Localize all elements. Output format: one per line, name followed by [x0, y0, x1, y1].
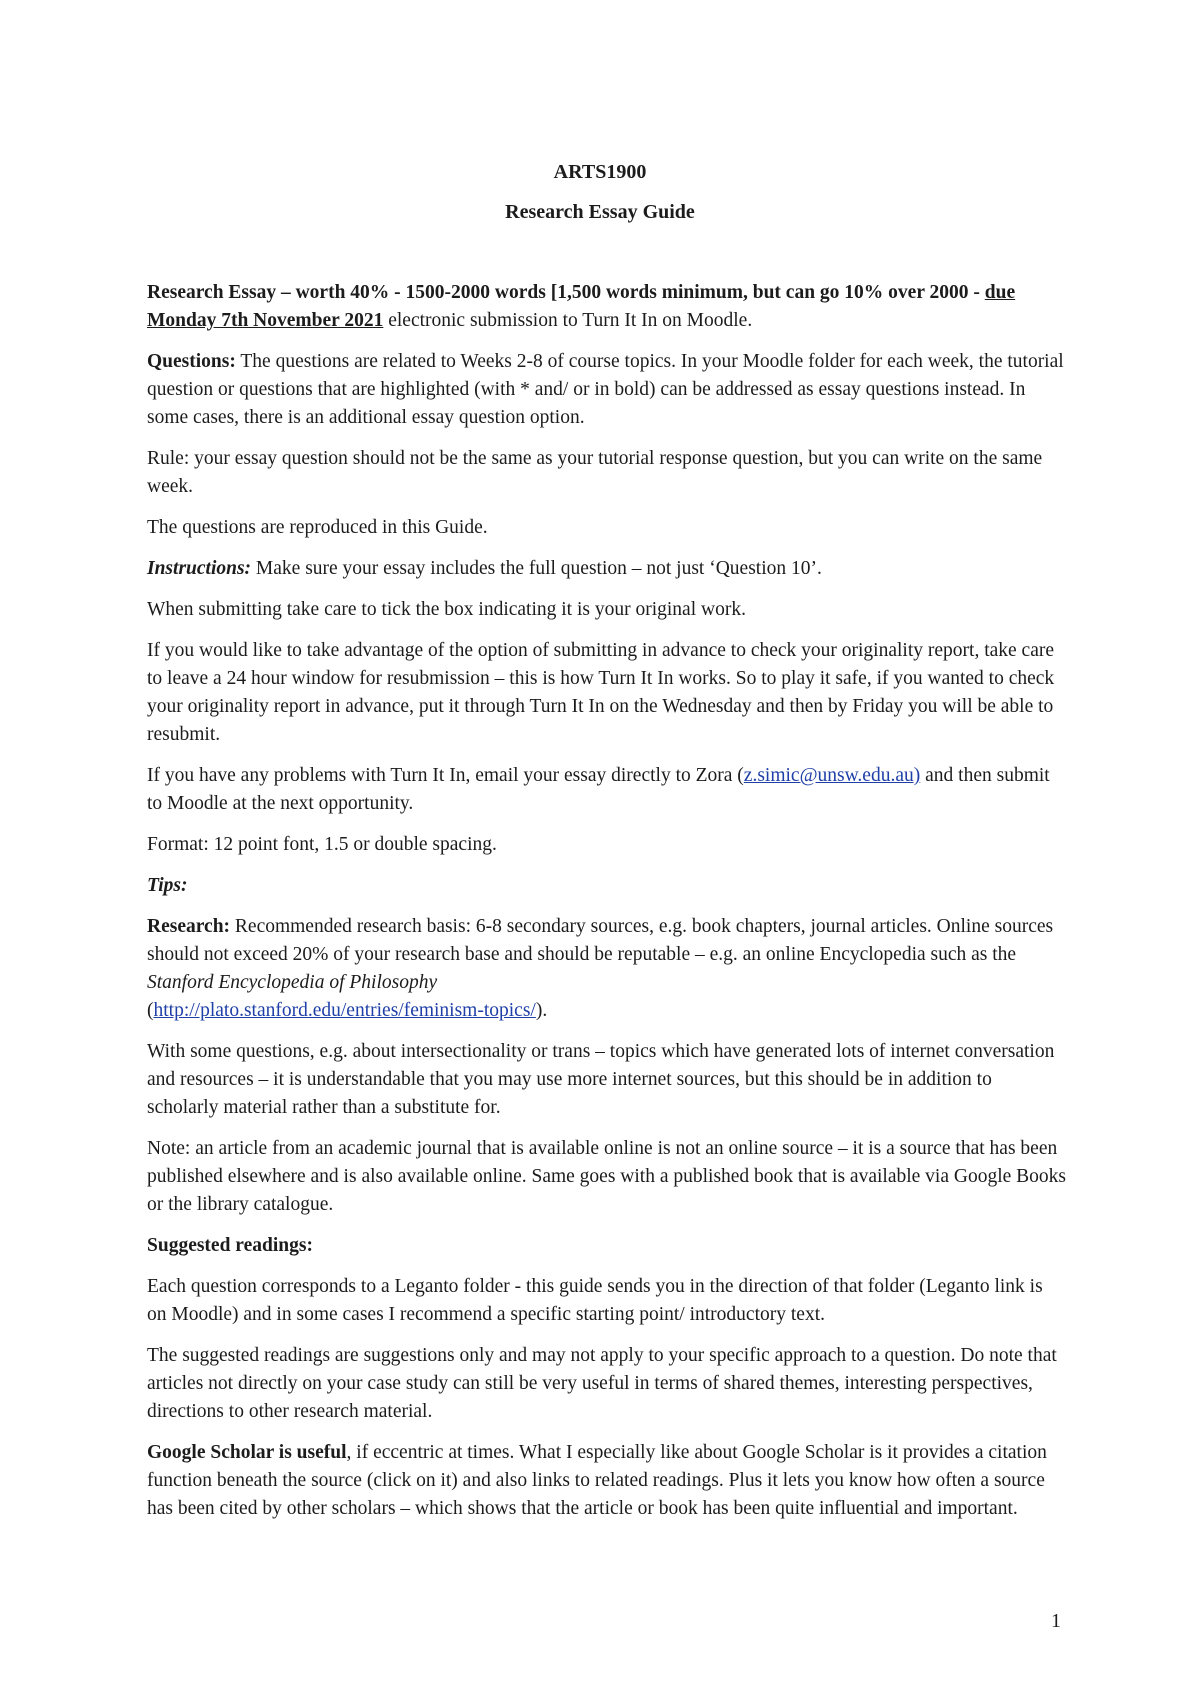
- questions-text: The questions are related to Weeks 2-8 of course topics. In your Moodle folder for each week, the tutorial question or questions that are highlighted (with * and/ or in bold) can be addressed as essay questions instead. In some cases, there is an additional essay question option.: [147, 351, 1064, 428]
- email-link[interactable]: z.simic@unsw.edu.au): [743, 765, 921, 786]
- encyclopedia-title: Stanford Encyclopedia of Philosophy: [147, 972, 438, 993]
- problems-before: If you have any problems with Turn It In, email your essay directly to Zora (: [147, 765, 744, 786]
- leganto-paragraph: Each question corresponds to a Leganto folder - this guide sends you in the direction of that folder (Leganto link is on Moodle) and in some cases I recommend a specific starting point/ introductory text.: [147, 1276, 1043, 1325]
- suggested-readings-heading: Suggested readings:: [147, 1235, 313, 1256]
- research-paragraph: [147, 913, 1067, 1025]
- questions-paragraph: [147, 348, 1067, 432]
- course-code: ARTS1900: [553, 161, 647, 183]
- internet-paragraph: With some questions, e.g. about intersectionality or trans – topics which have generated lots of internet conversation and resources – it is understandable that you may use more internet sources, but this should be in addition to scholarly material rather than a substitute for.: [147, 1041, 1055, 1118]
- research-label: Research:: [147, 916, 231, 937]
- suggestions-paragraph: The suggested readings are suggestions only and may not apply to your specific approach to a question. Do note that articles not directly on your case study can still be very useful in terms of shared themes, interesting perspectives, directions to other research material.: [147, 1345, 1057, 1422]
- advance-paragraph: If you would like to take advantage of the option of submitting in advance to check your originality report, take care to leave a 24 hour window for resubmission – this is how Turn It In works. So to play it safe, if you wanted to check your originality report in advance, put it through Turn It In on the Wednesday and then by Friday you will be able to resubmit.: [147, 640, 1055, 745]
- note-paragraph: Note: an article from an academic journal that is available online is not an online source – it is a source that has been published elsewhere and is also available online. Same goes with a published book that is available via Google Books or the library catalogue.: [147, 1138, 1067, 1215]
- document-body: [147, 279, 1067, 1536]
- research-text: Recommended research basis: 6-8 secondary sources, e.g. book chapters, journal articles. Online sources should not exceed 20% of your research base and should be reputable – e.g. an online Encyclopedia such as the: [147, 916, 1054, 965]
- instructions-label: Instructions:: [147, 558, 252, 579]
- link-close: ).: [535, 1000, 548, 1021]
- scholar-label: Google Scholar is useful: [147, 1442, 347, 1463]
- page-number: 1: [1051, 1610, 1061, 1632]
- overview-paragraph: [147, 279, 1067, 335]
- stanford-link[interactable]: http://plato.stanford.edu/entries/feminism-topics/: [153, 1000, 536, 1021]
- tips-heading: Tips:: [147, 875, 188, 896]
- submission-text: electronic submission to Turn It In on Moodle.: [383, 310, 753, 331]
- overview-intro: Research Essay – worth 40% - 1500-2000 words [1,500 words minimum, but can go 10% over 2000 -: [147, 282, 980, 303]
- submitting-paragraph: When submitting take care to tick the box indicating it is your original work.: [147, 599, 746, 620]
- questions-label: Questions:: [147, 351, 236, 372]
- due-date: due Monday 7th November 2021: [147, 282, 1016, 331]
- format-paragraph: Format: 12 point font, 1.5 or double spacing.: [147, 834, 497, 855]
- problems-after: and then submit to Moodle at the next opportunity.: [147, 765, 1050, 814]
- reproduced-paragraph: The questions are reproduced in this Guide.: [147, 517, 488, 538]
- problems-paragraph: [147, 762, 1067, 818]
- instructions-paragraph: [147, 555, 1067, 583]
- scholar-paragraph: [147, 1439, 1067, 1523]
- document-title: Research Essay Guide: [505, 201, 695, 223]
- rule-paragraph: Rule: your essay question should not be the same as your tutorial response question, but you can write on the same week.: [147, 448, 1043, 497]
- instructions-text: Make sure your essay includes the full question – not just ‘Question 10’.: [251, 558, 822, 579]
- scholar-text: , if eccentric at times. What I especially like about Google Scholar is it provides a citation function beneath the source (click on it) and also links to related readings. Plus it lets you know how often a source has been cited by other scholars – which shows that the article or book has been quite influential and important.: [147, 1442, 1047, 1519]
- link-open: (: [147, 1000, 154, 1021]
